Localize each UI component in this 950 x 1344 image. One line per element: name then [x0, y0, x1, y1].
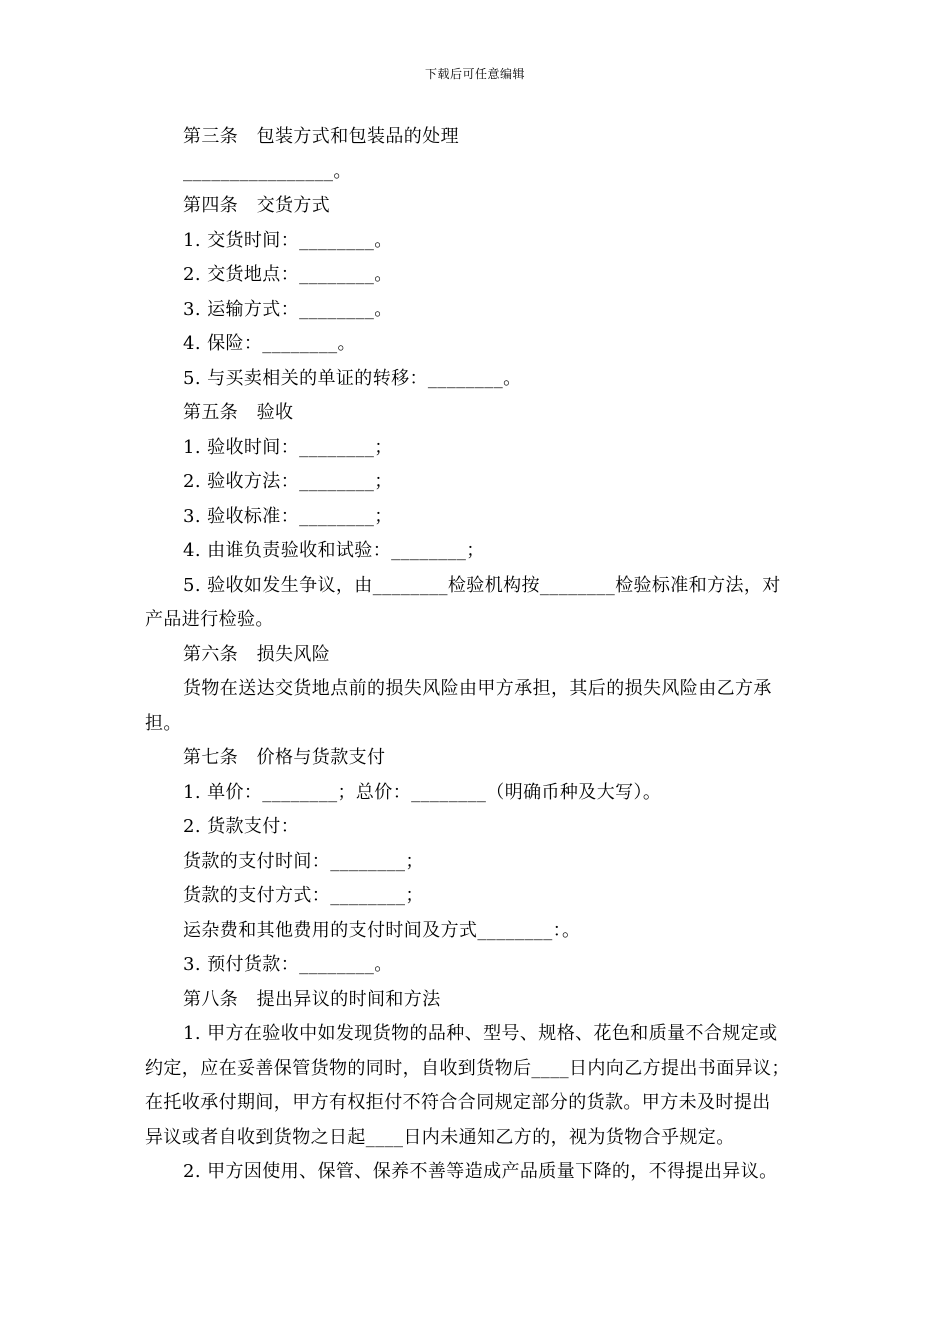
page-header: 下载后可任意编辑 [424, 67, 525, 81]
objection-clause-1-cont-a: 约定，应在妥善保管货物的同时，自收到货物后____日内向乙方提出书面异议； [145, 1057, 790, 1079]
inspection-method: 2. 验收方法：________； [183, 471, 393, 492]
document-transfer: 5. 与买卖相关的单证的转移：________。 [183, 367, 522, 389]
article-5-heading: 第五条 验收 [183, 402, 294, 423]
inspection-responsible: 4. 由谁负责验收和试验：________； [183, 540, 485, 561]
insurance: 4. 保险：________。 [183, 333, 356, 354]
article-4-heading: 第四条 交货方式 [183, 195, 331, 216]
inspection-standard: 3. 验收标准：________； [183, 505, 393, 527]
article-7-heading: 第七条 价格与货款支付 [183, 747, 386, 768]
misc-fees: 运杂费和其他费用的支付时间及方式________：。 [183, 919, 581, 941]
payment-time: 货款的支付时间：________； [183, 850, 424, 872]
article-8-heading: 第八条 提出异议的时间和方法 [183, 988, 441, 1010]
objection-clause-1-cont-b: 在托收承付期间，甲方有权拒付不符合合同规定部分的货款。甲方未及时提出 [145, 1092, 771, 1113]
inspection-dispute-cont: 产品进行检验。 [145, 609, 274, 630]
risk-clause-cont: 担。 [145, 712, 182, 734]
transport-method: 3. 运输方式：________。 [183, 298, 393, 320]
advance-payment: 3. 预付货款：________。 [183, 954, 393, 975]
delivery-place: 2. 交货地点：________。 [183, 264, 393, 285]
inspection-time: 1. 验收时间：________； [183, 436, 393, 458]
article-3-heading: 第三条 包装方式和包装品的处理 [183, 126, 459, 147]
payment-heading: 2. 货款支付： [183, 816, 300, 837]
price-line: 1. 单价：________；总价：________（明确币种及大写）。 [183, 781, 662, 803]
payment-method: 货款的支付方式：________； [183, 885, 424, 906]
objection-clause-2: 2. 甲方因使用、保管、保养不善等造成产品质量下降的，不得提出异议。 [183, 1161, 778, 1182]
article-3-blank: ________________。 [183, 160, 352, 182]
article-6-heading: 第六条 损失风险 [183, 643, 331, 665]
inspection-dispute: 5. 验收如发生争议，由________检验机构按________检验标准和方法，对 [183, 574, 781, 596]
objection-clause-1-cont-c: 异议或者自收到货物之日起____日内未通知乙方的，视为货物合乎规定。 [145, 1126, 735, 1148]
risk-clause: 货物在送达交货地点前的损失风险由甲方承担，其后的损失风险由乙方承 [183, 678, 772, 699]
delivery-time: 1. 交货时间：________。 [183, 229, 393, 251]
contract-body [145, 120, 813, 1190]
objection-clause-1: 1. 甲方在验收中如发现货物的品种、型号、规格、花色和质量不合规定或 [183, 1023, 778, 1044]
